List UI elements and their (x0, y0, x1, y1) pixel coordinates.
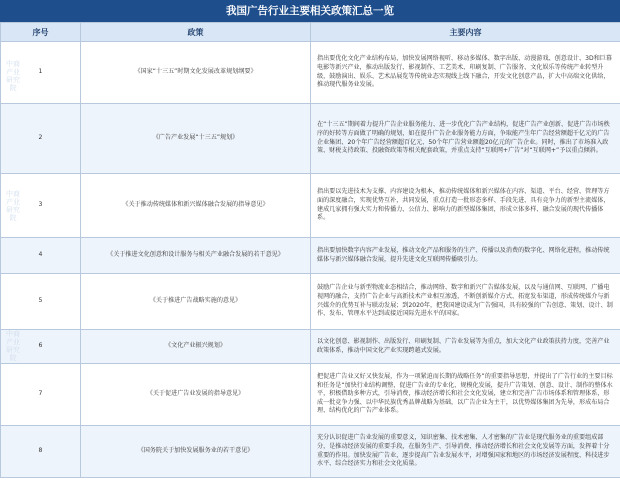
row-num: 2 (1, 104, 81, 174)
watermark-text: 中商产业研究院 (6, 60, 20, 92)
policy-table (0, 22, 620, 478)
table-row (1, 426, 620, 478)
watermark-text: 中商产业研究院 (6, 330, 20, 362)
table-row (1, 274, 620, 330)
row-content: 指出要优化文化产业结构布局，加快发展网络视听、移动多媒体、数字出版、动漫游戏、创意设计、3D和巨幕电影等新兴产业，推动出版发行、影视制作、工艺美术、印刷复制、广告服务、文化娱乐等传统产业转型升级，鼓励演出、娱乐、艺术品展览等传统业态实现线上线下融合，开发文化创意产品，扩大中高端文化供给，推动现代服务业发展。 (311, 42, 620, 104)
row-policy: 《国家“十三五”时期文化发展改革规划纲要》 (81, 42, 311, 104)
row-policy: 《文化产业振兴规划》 (81, 330, 311, 364)
row-content: 把促进广告业又好又快发展，作为一项紧迫而长期的战略任务”的重要指导思想，并提出了广告行业的主要目标和任务是“加快行业结构调整，促进广告业的专业化、规模化发展，提升广告策划、创意、设计、制作的整体水平，积极借助多种方式，引导消费，推动经济增长和社会文化发展，建立和完善广告市场体系和管理体系，形成一批竞争力强、以中华民族优秀品牌战略为基础，以广告企业为主干，以优势媒体集团为先导，形成布局合理、结构优化的广告产业体系。 (311, 364, 620, 426)
row-content: 以文化创意、影视制作、出版发行、印刷复制、广告业发展等为重点，加大文化产业政策扶持力度，完善产业政策体系，推动中国文化产业实现跨越式发展。 (311, 330, 620, 364)
row-policy: 《国务院关于加快发展服务业的若干意见》 (81, 426, 311, 478)
row-num: 3 (1, 174, 81, 238)
row-num: 6 (1, 330, 81, 364)
row-policy: 《关于推进广告战略实施的意见》 (81, 274, 311, 330)
header-num: 序号 (1, 23, 81, 42)
row-policy: 《广告产业发展“十三五”规划》 (81, 104, 311, 174)
row-content: 鼓励广告企业与新型物流业态相结合，推动网络、数字和新兴广告媒体发展，以及与通信网、互联网、广播电视网的融合，支持广告企业与高新技术产业相互渗透，不断创新媒介方式、拓宽发布渠道，形成传统媒介与新兴媒介的优势互补与联动发展；到2020年，把我国建设成为广告强国，具有较强的广告创意、策划、设计、制作、发布、管理水平达到或接近国际先进水平的国家。 (311, 274, 620, 330)
table-row (1, 364, 620, 426)
table-row (1, 330, 620, 364)
row-num: 8 (1, 426, 81, 478)
table-row (1, 42, 620, 104)
row-content: 在“十三五”期间着力提升广告企业服务能力、进一步优化广告产业结构，促进广告产业创新、促进广告市场秩序的好转等方面做了明确的规划，如在提升广告企业服务能力方面，争取能产生年广告经营额超千亿元的广告企业集团、20个年广告经营额超百亿元、50个年广告营业额超20亿元的广告企业。同时，推出了市场准入政策、财税支持政策、投融资政策等相关配套政策，并重点支持“互联网+广告”对“互联网+”予以重点倾斜。 (311, 104, 620, 174)
table-row (1, 104, 620, 174)
row-policy: 《关于促进广告业发展的指导意见》 (81, 364, 311, 426)
table-title: 我国广告行业主要相关政策汇总一览 (0, 0, 620, 22)
row-num: 1 (1, 42, 81, 104)
row-policy: 《关于推进文化创意和设计服务与相关产业融合发展的若干意见》 (81, 238, 311, 274)
row-content: 指出要加快数字内容产业发展，推动文化产品和服务的生产、传播以及消费的数字化、网络化进程，推动传统媒体与新兴媒体融合发展，提升先进文化互联网传播吸引力。 (311, 238, 620, 274)
row-num: 4 (1, 238, 81, 274)
header-row (1, 23, 620, 42)
table-row (1, 174, 620, 238)
row-num: 5 (1, 274, 81, 330)
table-row (1, 238, 620, 274)
row-policy: 《关于推动传统媒体和新兴媒体融合发展的指导意见》 (81, 174, 311, 238)
header-policy: 政策 (81, 23, 311, 42)
row-content: 充分认识促进广告业发展的重要意义，知识密集、技术密集、人才密集的广告业是现代服务业的重要组成部分，是推动经济发展的重要手段，在服务生产、引导消费、推动经济增长和社会文化发展等方面，发挥着十分重要的作用。加快发展广告业，逐步提高广告业发展水平，对增强国家和地区的市场经济发展程度、科技进步水平、综合经济实力和社会文化质量。 (311, 426, 620, 478)
row-content: 指出要以先进技术为支撑、内容建设为根本，推动传统媒体和新兴媒体在内容、渠道、平台、经营、管理等方面的深度融合，实现优势互补，共同发展，重点打造一批形态多样、手段先进、具有竞争力的新型主流媒体，建成几家拥有强大实力和传播力、公信力、影响力的新型媒体集团，形成立体多样、融合发展的现代传播体系。 (311, 174, 620, 238)
watermark-text: 中商产业研究院 (6, 190, 20, 222)
row-num: 7 (1, 364, 81, 426)
header-content: 主要内容 (311, 23, 620, 42)
